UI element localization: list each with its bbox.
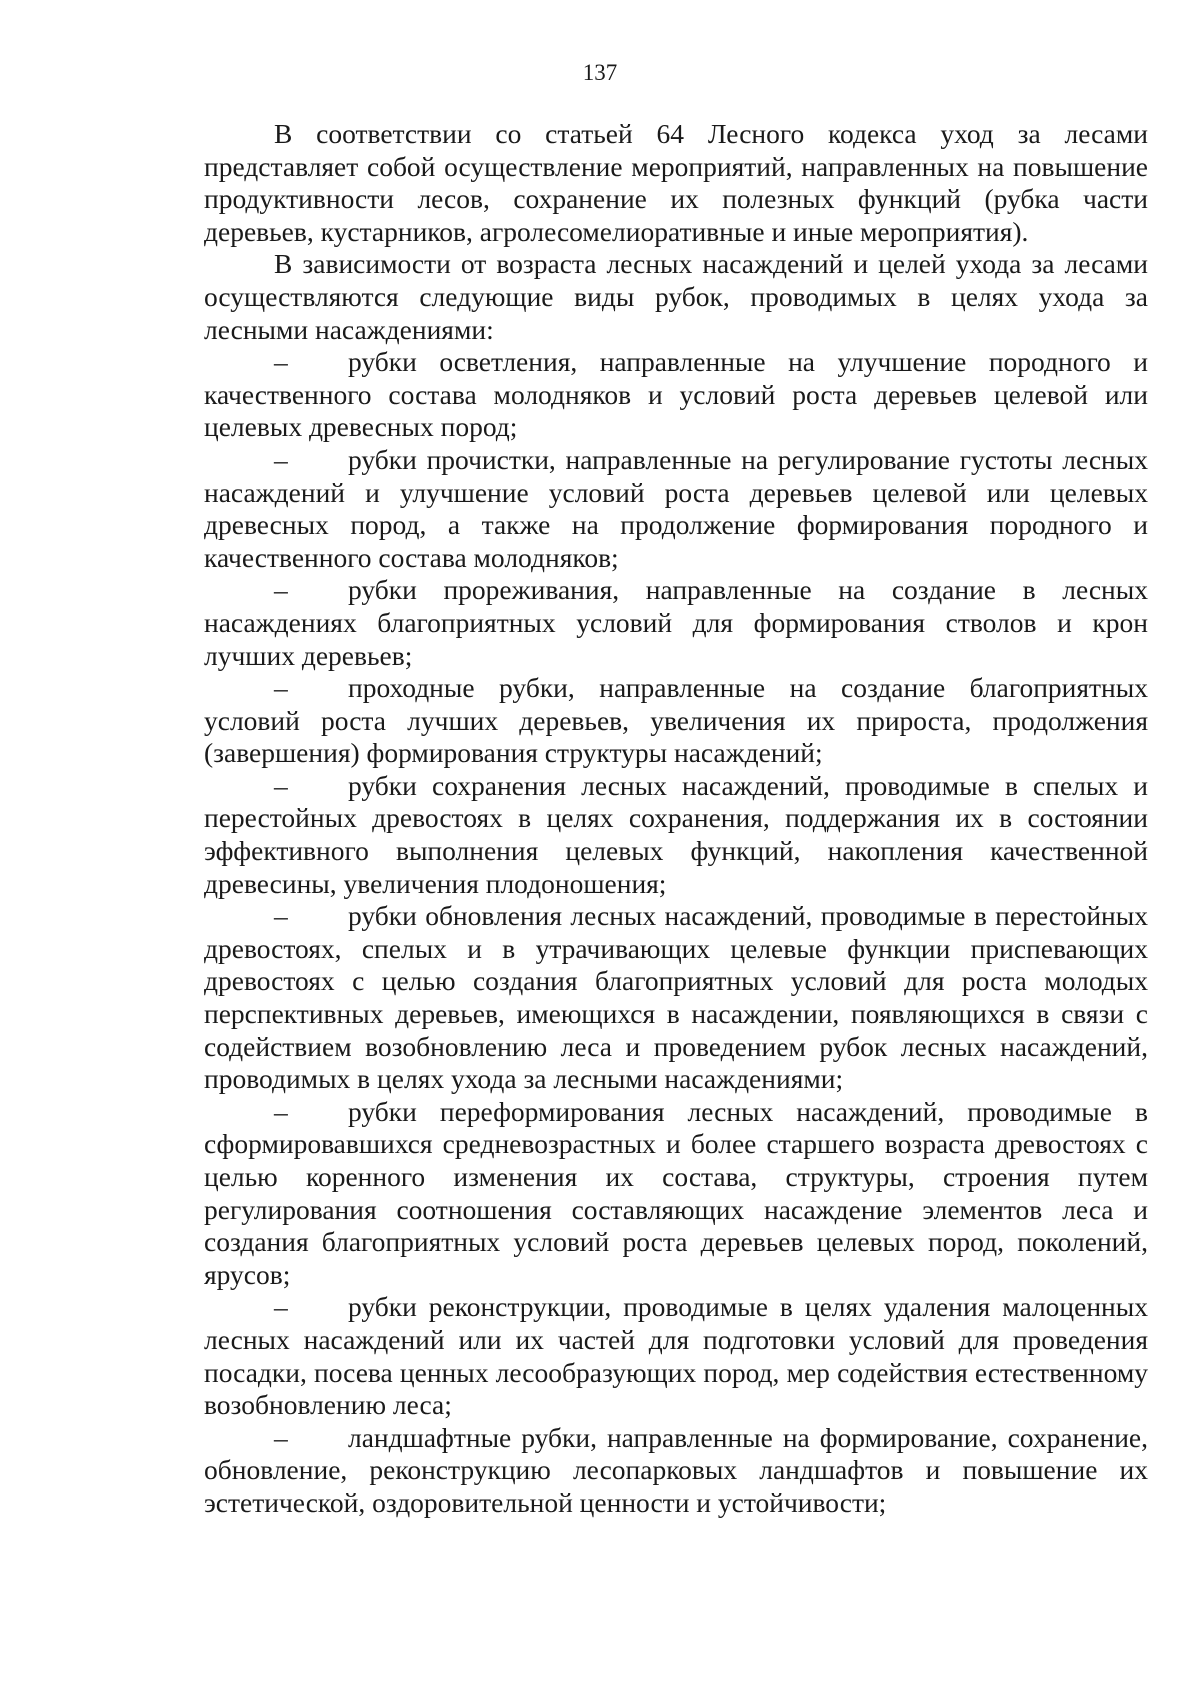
list-item [204, 1096, 1148, 1292]
list-item [204, 1422, 1148, 1520]
list-marker: – [274, 1421, 288, 1453]
list-item-text: рубки обновления лесных насаждений, проводимые в перестойных древостоях, спелых и в утрачивающих целевые функции приспевающих древостоях с целью создания благоприятных условий для роста молодых перспективных деревьев, имеющихся в насаждении, появляющихся в связи с содействием возобновлению леса и проведением рубок лесных насаждений, проводимых в целях ухода за лесными насаждениями; [204, 900, 1148, 1095]
list-item [204, 900, 1148, 1096]
list-marker: – [274, 769, 288, 801]
list-item-text: рубки прореживания, направленные на создание в лесных насаждениях благоприятных условий для формирования стволов и крон лучших деревьев; [204, 574, 1148, 671]
list-item-text: рубки прочистки, направленные на регулирование густоты лесных насаждений и улучшение условий роста деревьев целевой или целевых древесных пород, а также на продолжение формирования породного и качественного состава молодняков; [204, 443, 1148, 573]
list-marker: – [274, 1095, 288, 1127]
list-marker: – [274, 346, 288, 378]
page-number: 137 [582, 60, 618, 85]
list-marker: – [274, 574, 288, 606]
list-item [204, 444, 1148, 574]
list-item [204, 1291, 1148, 1421]
list-item-text: рубки переформирования лесных насаждений, проводимые в сформировавшихся средневозрастных и более старшего возраста древостоях с целью коренного изменения их состава, структуры, строения путем регулирования соотношения составляющих насаждение элементов леса и создания благоприятных условий роста деревьев целевых пород, поколений, ярусов; [204, 1095, 1148, 1290]
paragraph: В зависимости от возраста лесных насаждений и целей ухода за лесами осуществляются следующие виды рубок, проводимых в целях ухода за лесными насаждениями: [204, 248, 1148, 345]
list-marker: – [274, 672, 288, 704]
list-marker: – [274, 1291, 288, 1323]
list-marker: – [274, 900, 288, 932]
cutting-types-list [204, 346, 1148, 1519]
paragraph: В соответствии со статьей 64 Лесного кодекса уход за лесами представляет собой осуществление мероприятий, направленных на повышение продуктивности лесов, сохранение их полезных функций (рубка части деревьев, кустарников, агролесомелиоративные и иные мероприятия). [204, 118, 1148, 247]
list-marker: – [274, 443, 288, 475]
list-item [204, 346, 1148, 444]
body-text [204, 118, 1148, 1520]
list-item [204, 770, 1148, 900]
list-item-text: рубки осветления, направленные на улучшение породного и качественного состава молодняков и условий роста деревьев целевой или целевых древесных пород; [204, 346, 1148, 443]
list-item-text: ландшафтные рубки, направленные на формирование, сохранение, обновление, реконструкцию лесопарковых ландшафтов и повышение их эстетической, оздоровительной ценности и устойчивости; [204, 1421, 1148, 1518]
list-item-text: рубки реконструкции, проводимые в целях удаления малоценных лесных насаждений или их частей для подготовки условий для проведения посадки, посева ценных лесообразующих пород, мер содействия естественному возобновлению леса; [204, 1291, 1148, 1421]
list-item-text: рубки сохранения лесных насаждений, проводимые в спелых и перестойных древостоях в целях сохранения, поддержания их в состоянии эффективного выполнения целевых функций, накопления качественной древесины, увеличения плодоношения; [204, 769, 1148, 899]
list-item [204, 672, 1148, 770]
list-item-text: проходные рубки, направленные на создание благоприятных условий роста лучших деревьев, увеличения их прироста, продолжения (завершения) формирования структуры насаждений; [204, 672, 1148, 769]
list-item [204, 574, 1148, 672]
